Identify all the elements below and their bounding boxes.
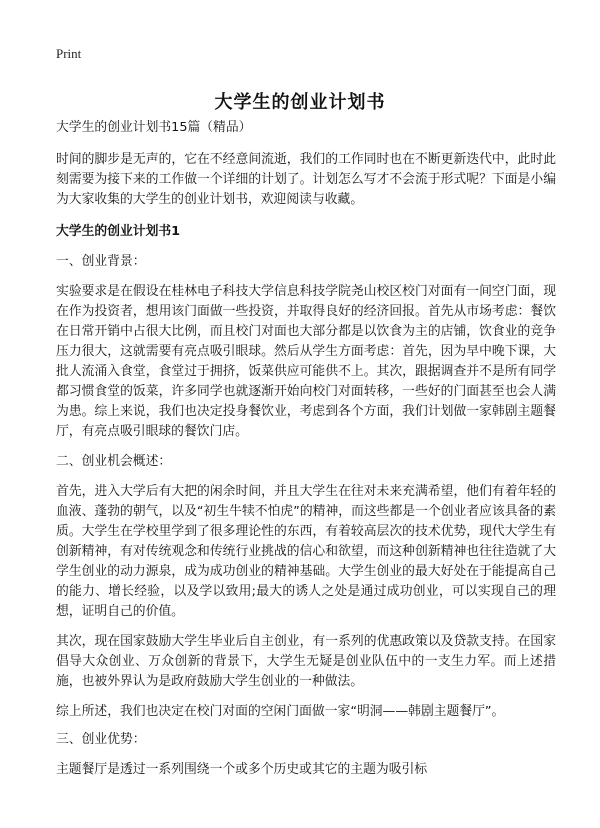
page-title: 大学生的创业计划书 bbox=[214, 92, 386, 114]
paragraph-advantages: 主题餐厅是透过一系列围绕一个或多个历史或其它的主题为吸引标 bbox=[56, 762, 428, 777]
intro-paragraph: 时间的脚步是无声的，它在不经意间流逝，我们的工作同时也在不断更新迭代中，此时此刻需要为接下来的工作做一个详细的计划了。计划怎么写才不会流于形式呢？下面是小编为大家收集的大学生的创业计划书，欢迎阅读与收藏。 bbox=[56, 152, 556, 207]
paragraph-opportunity-1: 首先，进入大学后有大把的闲余时间，并且大学生在往对未来充满希望，他们有着年轻的血液、蓬勃的朝气，以及“初生牛犊不怕虎”的精神，而这些都是一个创业者应该具备的素质。大学生在学校里学到了很多理论性的东西，有着较高层次的技术优势，现代大学生有创新精神，有对传统观念和传统行业挑战的信心和欲望，而这种创新精神也往往造就了大学生创业的动力源泉，成为成功创业的精神基础。大学生创业的最大好处在于能提高自己的能力、增长经验，以及学以致用;最大的诱人之处是通过成功创业，可以实现自己的理想，证明自己的价值。 bbox=[56, 484, 556, 619]
print-label[interactable]: Print bbox=[56, 46, 82, 61]
section-heading-advantages: 三、创业优势： bbox=[56, 732, 146, 747]
section-heading-opportunity: 二、创业机会概述： bbox=[56, 454, 172, 469]
document-content bbox=[56, 118, 556, 780]
paragraph-summary: 综上所述，我们也决定在校门对面的空闲门面做一家“明洞——韩剧主题餐厅”。 bbox=[56, 704, 505, 719]
paragraph-background: 实验要求是在假设在桂林电子科技大学信息科技学院尧山校区校门对面有一间空门面，现在作为投资者，想用该门面做一些投资，并取得良好的经济回报。首先从市场考虑：餐饮在日常开销中占很大比例，而且校门对面也大部分都是以饮食为主的店铺，饮食业的竞争压力很大，这就需要有亮点吸引眼球。然后从学生方面考虑：首先，因为早中晚下课，大批人流涌入食堂，食堂过于拥挤，饭菜供应可能供不上。其次，跟据调查并不是所有同学都习惯食堂的饭菜，许多同学也就逐渐开始向校门对面转移，一些好的门面甚至也会人满为患。综上来说，我们也决定投身餐饮业，考虑到各个方面，我们计划做一家韩剧主题餐厅，有亮点吸引眼球的餐饮门店。 bbox=[56, 284, 556, 439]
section-heading-background: 一、创业背景： bbox=[56, 254, 146, 269]
paragraph-opportunity-2: 其次，现在国家鼓励大学生毕业后自主创业，有一系列的优惠政策以及贷款支持。在国家倡导大众创业、万众创新的背景下，大学生无疑是创业队伍中的一支生力军。而上述措施，也被外界认为是政府鼓励大学生创业的一种做法。 bbox=[56, 634, 556, 689]
section-title: 大学生的创业计划书1 bbox=[56, 224, 181, 239]
document-subtitle: 大学生的创业计划书15篇（精品） bbox=[56, 120, 252, 135]
